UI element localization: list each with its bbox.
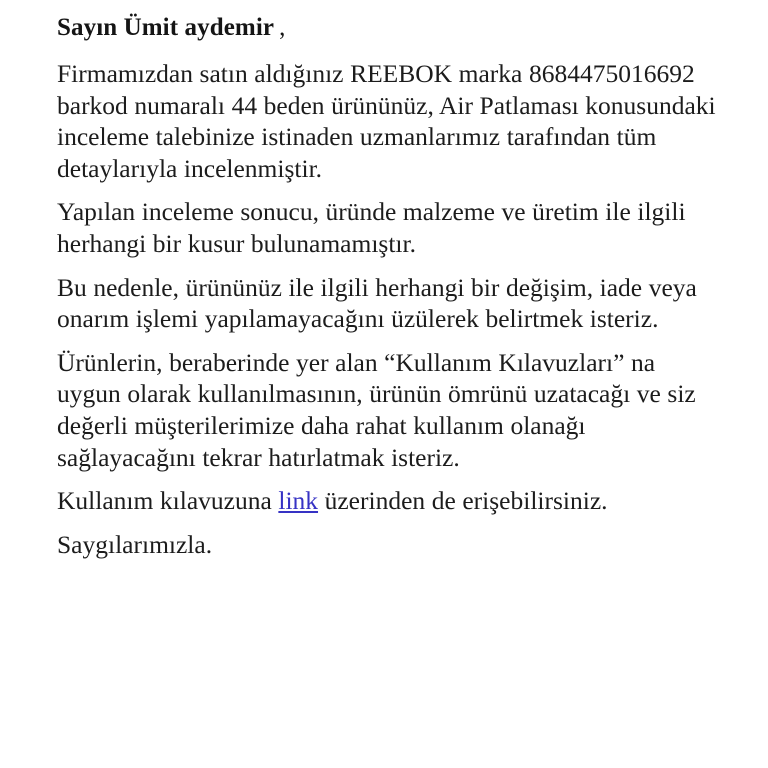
manual-link-prefix-text: Kullanım kılavuzuna: [57, 486, 279, 516]
salutation-comma: ,: [279, 14, 286, 41]
paragraph-user-manual-advice: Ürünlerin, beraberinde yer alan “Kullanım Kılavuzları” na uygun olarak kullanılmasının, ürünün ömrünü uzatacağı ve siz değerli müşterilerimize daha rahat kullanım olanağı sağlayacağını tekrar hatırlatmak isteriz.: [57, 347, 696, 472]
paragraph-manual-link: [57, 485, 716, 517]
paragraph-decision: Bu nedenle, ürününüz ile ilgili herhangi bir değişim, iade veya onarım işlemi yapılamayacağını üzülerek belirtmek isteriz.: [57, 272, 697, 334]
paragraph-inspection-details: Firmamızdan satın aldığınız REEBOK marka 8684475016692 barkod numaralı 44 beden ürününüz, Air Patlaması konusundaki inceleme talebinize istinaden uzmanlarımız tarafından tüm detaylarıyla incelenmiştir.: [57, 59, 716, 183]
paragraph-inspection-result: Yapılan inceleme sonucu, üründe malzeme ve üretim ile ilgili herhangi bir kusur bulunamamıştır.: [57, 197, 686, 258]
salutation-name: Sayın Ümit aydemir: [57, 14, 275, 41]
closing-signature: Saygılarımızla.: [57, 529, 213, 559]
salutation-heading: [57, 12, 716, 44]
manual-link-suffix-text: üzerinden de erişebilirsiniz.: [318, 486, 608, 516]
user-manual-link[interactable]: link: [278, 486, 319, 516]
